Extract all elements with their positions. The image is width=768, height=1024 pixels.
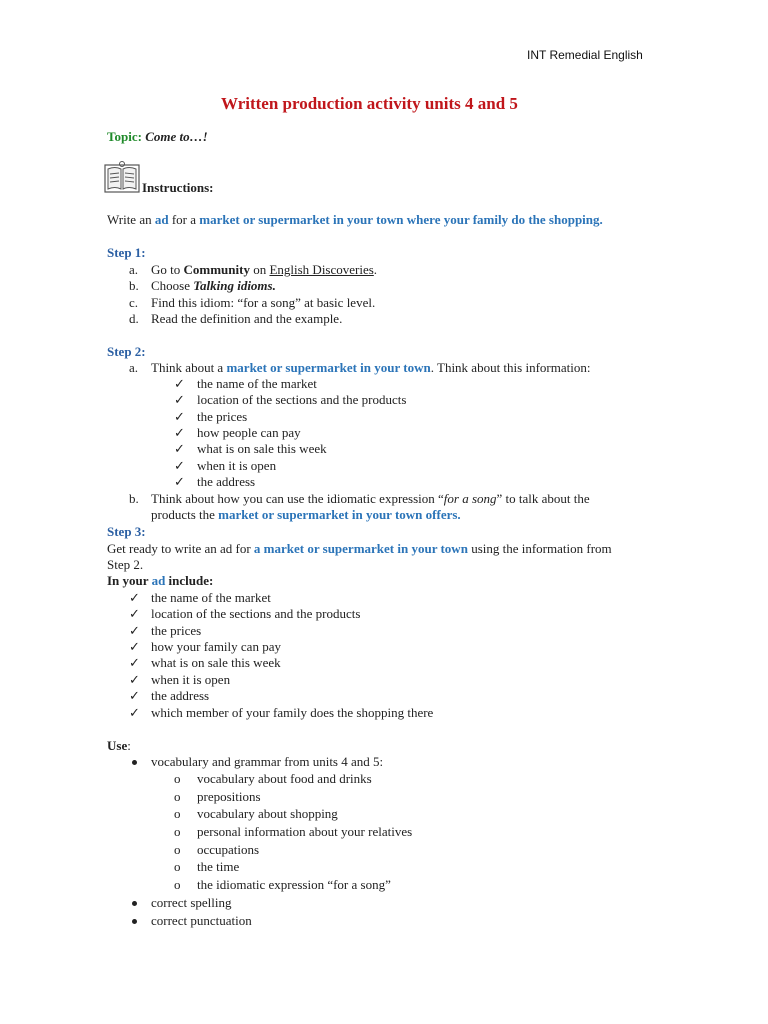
intro-place: market or supermarket in your town where your family do the shopping.: [199, 212, 603, 227]
step1-item-a: Go to Community on English Discoveries.: [151, 262, 378, 277]
english-discoveries-link[interactable]: English Discoveries: [269, 262, 374, 277]
step2-check-item: the prices: [197, 409, 248, 424]
step1-heading: Step 1:: [107, 245, 146, 260]
use-sub-item: prepositions: [197, 789, 261, 804]
check-icon: ✓: [129, 639, 140, 654]
step1-item-b: Choose Talking idioms.: [151, 278, 276, 293]
step3-check-item: the prices: [151, 623, 202, 638]
step3-check-item: which member of your family does the shopping there: [151, 705, 434, 720]
bullet-icon: [132, 919, 137, 924]
step3-check-item: location of the sections and the products: [151, 606, 361, 621]
step3-check-item: when it is open: [151, 672, 231, 687]
step2-heading: Step 2:: [107, 344, 146, 359]
sub-marker: o: [174, 877, 181, 892]
step1-marker-b: b.: [129, 278, 139, 293]
check-icon: ✓: [174, 376, 185, 391]
step2-check-item: location of the sections and the products: [197, 392, 407, 407]
sub-marker: o: [174, 789, 181, 804]
use-bullet: vocabulary and grammar from units 4 and 5:: [151, 754, 384, 769]
topic-value: Come to…!: [145, 129, 208, 144]
use-sub-item: vocabulary about food and drinks: [197, 771, 372, 786]
check-icon: ✓: [174, 458, 185, 473]
step1-marker-d: d.: [129, 311, 139, 326]
sub-marker: o: [174, 771, 181, 786]
topic-label: Topic: [107, 129, 138, 144]
check-icon: ✓: [129, 606, 140, 621]
check-icon: ✓: [129, 590, 140, 605]
check-icon: ✓: [129, 705, 140, 720]
instructions-label: Instructions:: [142, 180, 214, 195]
intro-ad: ad: [154, 212, 169, 227]
step3-heading: Step 3:: [107, 524, 146, 539]
topic-line: Topic: Come to…!: [107, 129, 208, 144]
step2-marker-a: a.: [129, 360, 139, 375]
check-icon: ✓: [174, 409, 185, 424]
step1-marker-c: c.: [129, 295, 139, 310]
step3-line2: Step 2.: [107, 557, 144, 572]
step1-item-d: Read the definition and the example.: [151, 311, 343, 326]
step2-item-a: Think about a market or supermarket in your town. Think about this information:: [151, 360, 591, 375]
check-icon: ✓: [129, 672, 140, 687]
check-icon: ✓: [129, 688, 140, 703]
use-sub-item: vocabulary about shopping: [197, 806, 338, 821]
use-sub-item: personal information about your relatives: [197, 824, 413, 839]
sub-marker: o: [174, 859, 181, 874]
include-heading: In your ad include:: [107, 573, 214, 588]
step2-marker-b: b.: [129, 491, 139, 506]
sub-marker: o: [174, 824, 181, 839]
check-icon: ✓: [174, 474, 185, 489]
use-sub-item: the idiomatic expression “for a song”: [197, 877, 391, 892]
step3-check-item: the name of the market: [151, 590, 271, 605]
step1-item-c: Find this idiom: “for a song” at basic level.: [151, 295, 376, 310]
sub-marker: o: [174, 806, 181, 821]
use-heading: Use:: [107, 738, 131, 753]
step1-marker-a: a.: [129, 262, 139, 277]
page-title: Written production activity units 4 and 5: [221, 94, 518, 113]
course-header: INT Remedial English: [527, 48, 643, 62]
check-icon: ✓: [174, 425, 185, 440]
bullet-icon: [132, 760, 137, 765]
step3-check-item: the address: [151, 688, 210, 703]
step2-check-item: how people can pay: [197, 425, 301, 440]
step2-item-b-line2: products the market or supermarket in your town offers.: [151, 507, 461, 522]
check-icon: ✓: [174, 441, 185, 456]
check-icon: ✓: [129, 623, 140, 638]
bullet-icon: [132, 901, 137, 906]
use-sub-item: the time: [197, 859, 240, 874]
step2-check-item: the name of the market: [197, 376, 317, 391]
step2-check-item: the address: [197, 474, 256, 489]
use-bullet: correct spelling: [151, 895, 232, 910]
sub-marker: o: [174, 842, 181, 857]
use-sub-item: occupations: [197, 842, 260, 857]
use-bullet: correct punctuation: [151, 913, 252, 928]
book-icon: [104, 161, 140, 197]
step3-check-item: how your family can pay: [151, 639, 281, 654]
intro-line: Write an ad for a market or supermarket in your town where your family do the shopping.: [107, 212, 603, 227]
check-icon: ✓: [174, 392, 185, 407]
step3-check-item: what is on sale this week: [151, 655, 281, 670]
step2-check-item: what is on sale this week: [197, 441, 327, 456]
step2-check-item: when it is open: [197, 458, 277, 473]
check-icon: ✓: [129, 655, 140, 670]
step3-line1: Get ready to write an ad for a market or supermarket in your town using the information from: [107, 541, 612, 556]
step2-item-b: Think about how you can use the idiomatic expression “for a song” to talk about the: [151, 491, 590, 506]
